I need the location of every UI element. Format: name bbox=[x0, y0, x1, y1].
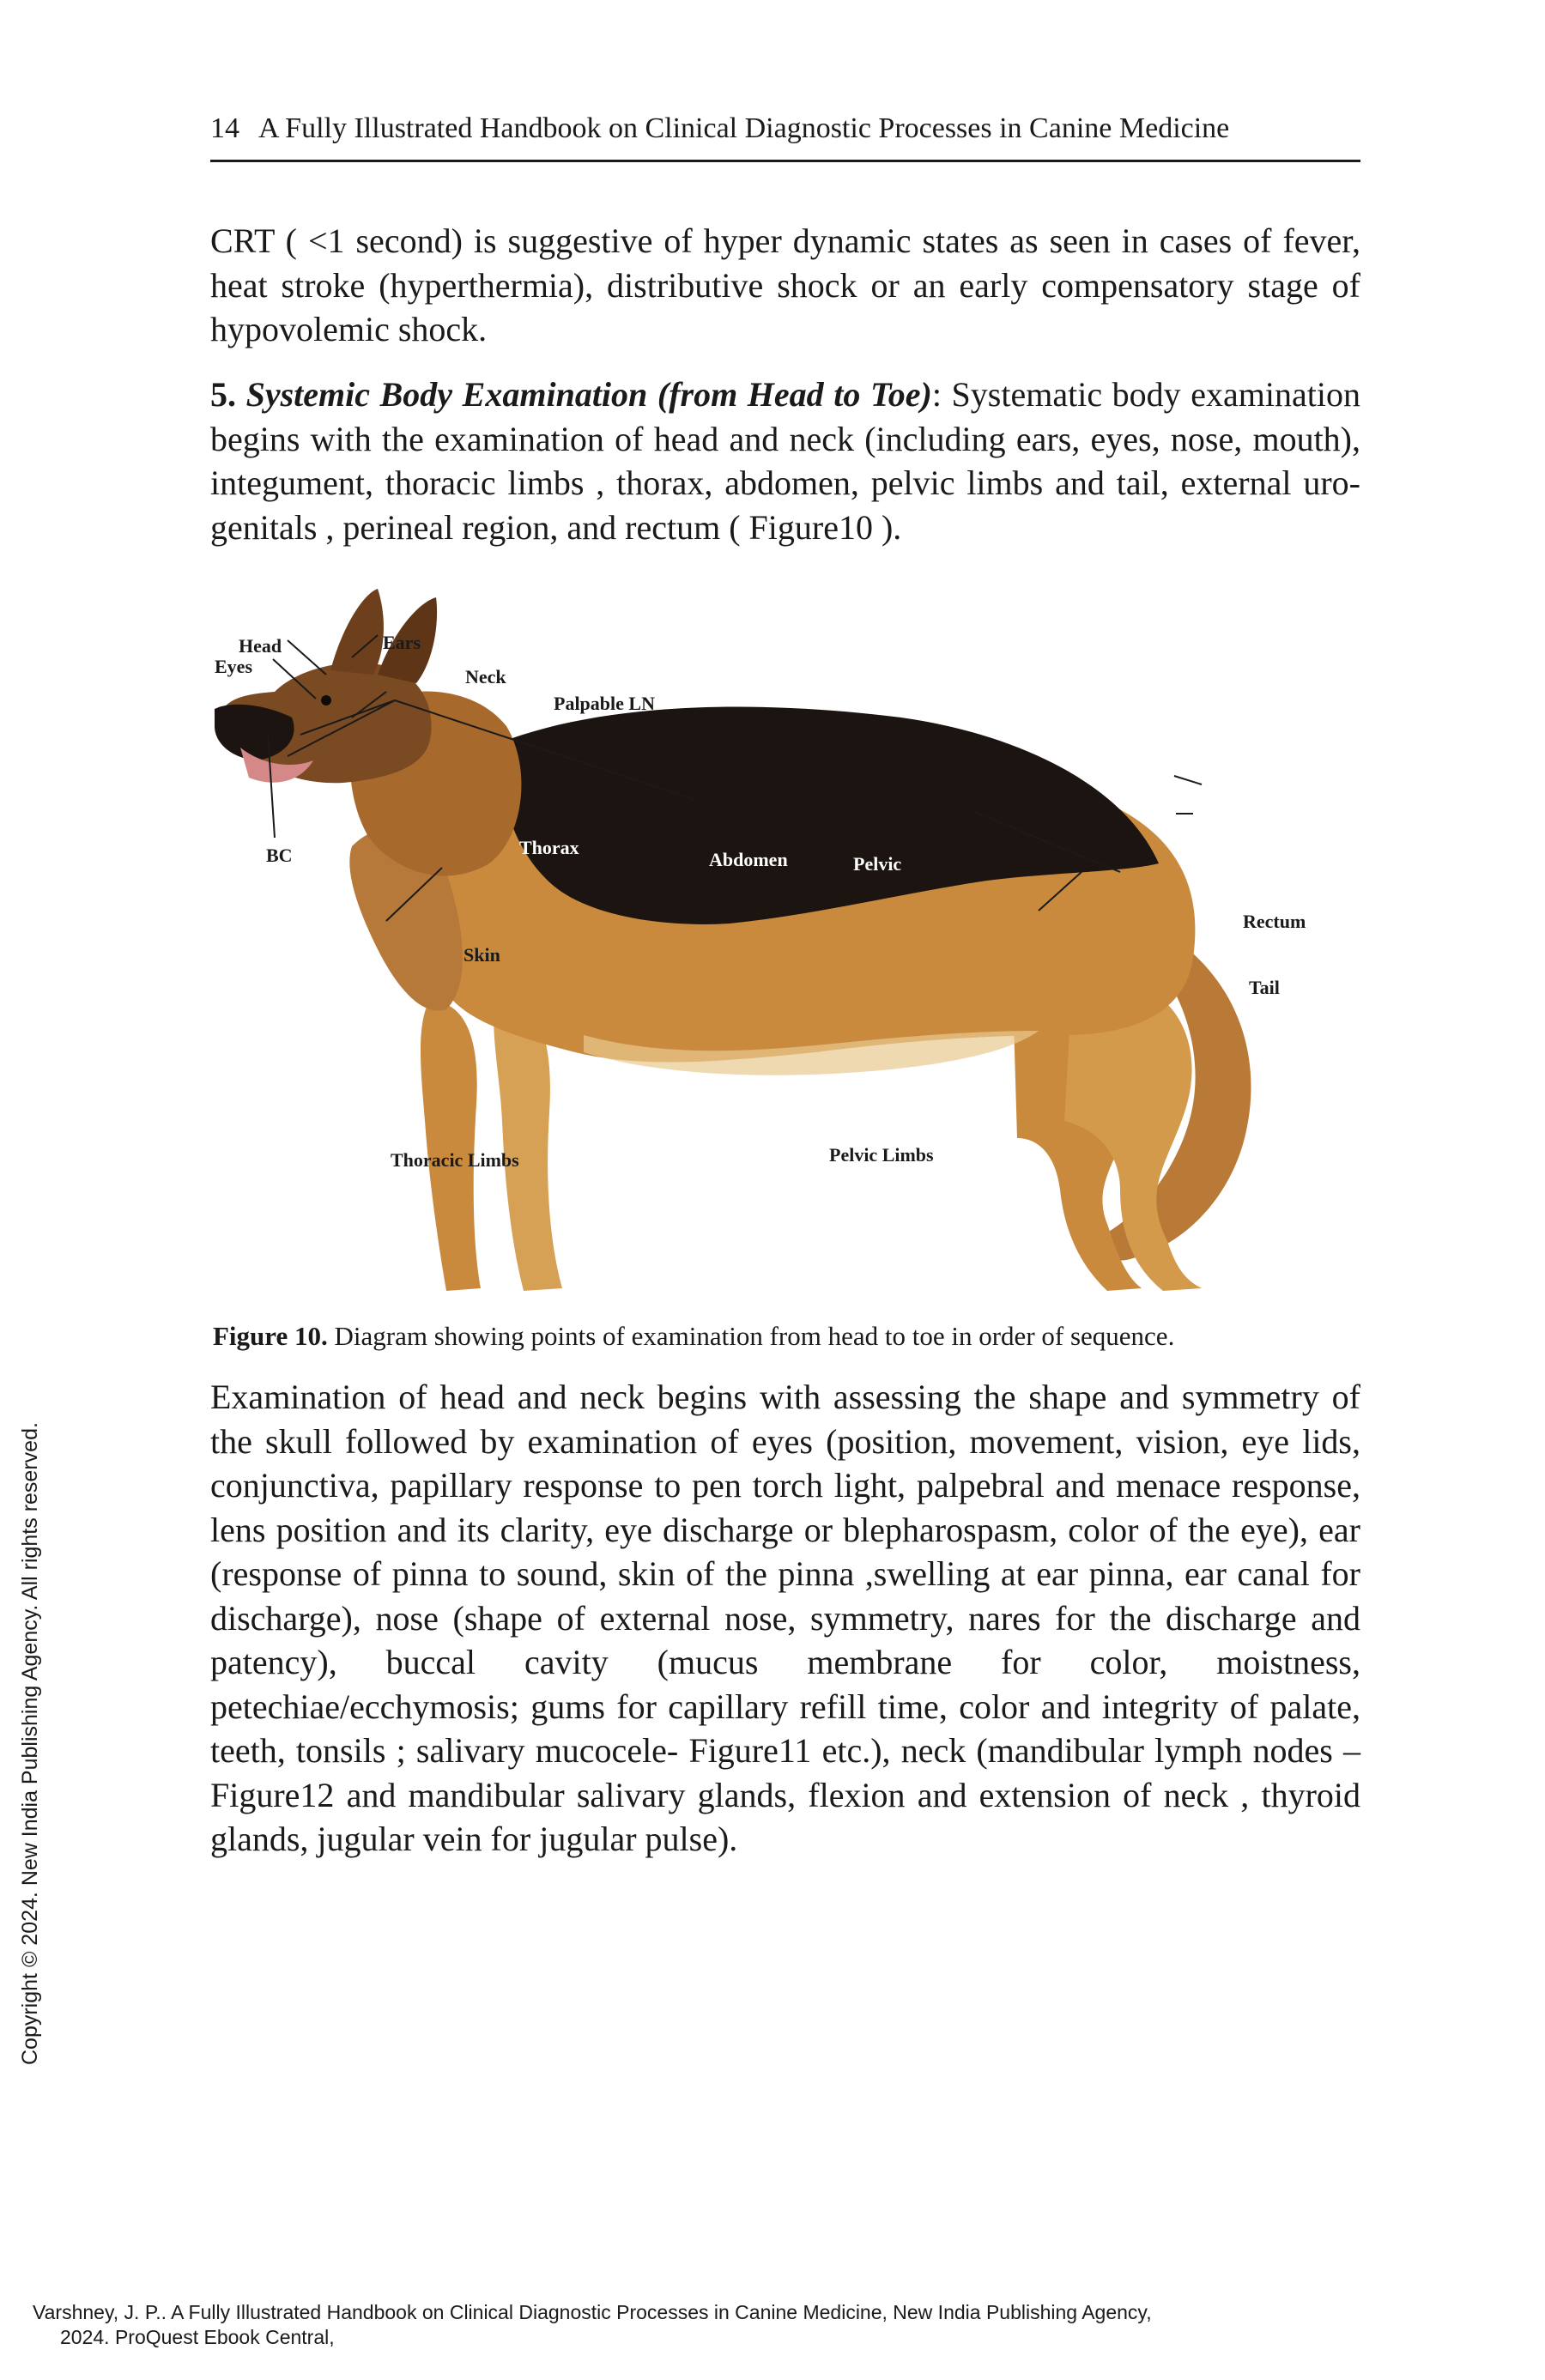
label-ears: Ears bbox=[383, 632, 421, 653]
header-rule bbox=[210, 160, 1360, 162]
section-heading: Systemic Body Examination (from Head to Toe) bbox=[245, 375, 932, 414]
label-palpable-ln: Palpable LN bbox=[554, 693, 655, 714]
label-rectum: Rectum bbox=[1243, 911, 1306, 932]
figure-caption bbox=[213, 1319, 1363, 1354]
dog-ear-left bbox=[330, 589, 384, 675]
label-pelvic: Pelvic bbox=[853, 853, 902, 875]
citation-line-1: Varshney, J. P.. A Fully Illustrated Handbook on Clinical Diagnostic Processes in Canine Medicine, New India Publishing Agency, bbox=[33, 2301, 1152, 2323]
paragraph-head-neck: Examination of head and neck begins with assessing the shape and symmetry of the skull followed by examination of eyes (position, movement, vision, eye lids, conjunctiva, papillary response to pen torch light, palpebral and menace response, lens position and its clarity, eye discharge or blepharospasm, color of the eye), ear (response of pinna to sound, skin of the pinna ,swelling at ear pinna, ear canal for discharge), nose (shape of external nose, symmetry, nares for the discharge and patency), buccal cavity (mucus membrane for color, moistness, petechiae/ecchymosis; gums for capillary refill time, color and integrity of palate, teeth, tonsils ; salivary mucocele- Figure11 etc.), neck (mandibular lymph nodes –Figure12 and mandibular salivary glands, flexion and extension of neck , thyroid glands, jugular vein for jugular pulse). bbox=[210, 1378, 1360, 1858]
label-thoracic-limbs: Thoracic Limbs bbox=[391, 1149, 519, 1171]
label-pelvic-limbs: Pelvic Limbs bbox=[829, 1144, 934, 1166]
running-header bbox=[210, 110, 1360, 148]
copyright-sidebar: Copyright © 2024. New India Publishing Agency. All rights reserved. bbox=[18, 1422, 42, 2065]
book-title: A Fully Illustrated Handbook on Clinical Diagnostic Processes in Canine Medicine bbox=[258, 112, 1230, 144]
dog-examination-figure bbox=[215, 589, 1356, 1301]
section-colon: : bbox=[931, 375, 942, 414]
paragraph-crt: CRT ( <1 second) is suggestive of hyper dynamic states as seen in cases of fever, heat stroke (hyperthermia), distributive shock or an early compensatory stage of hypovolemic shock. bbox=[210, 221, 1360, 348]
label-neck: Neck bbox=[465, 666, 506, 687]
label-head: Head bbox=[239, 635, 282, 657]
caption-text: Diagram showing points of examination from head to toe in order of sequence. bbox=[327, 1321, 1175, 1351]
label-bc: BC bbox=[266, 845, 293, 866]
citation-line-2: 2024. ProQuest Ebook Central, bbox=[60, 2326, 335, 2348]
dog-illustration bbox=[215, 589, 1356, 1301]
label-eyes: Eyes bbox=[215, 656, 252, 677]
label-skin: Skin bbox=[464, 944, 500, 966]
section-number: 5. bbox=[210, 375, 236, 414]
section-text: Systematic body examination begins with the examination of head and neck (including ears, eyes, nose, mouth), integument, thoracic limbs , thorax, abdomen, pelvic limbs and tail, external uro-genitals , perineal region, and rectum ( Figure10 ). bbox=[210, 375, 1360, 547]
label-thorax: Thorax bbox=[519, 837, 579, 858]
caption-label: Figure 10. bbox=[213, 1321, 328, 1351]
paragraph-section-5 bbox=[210, 372, 1360, 549]
label-tail: Tail bbox=[1249, 977, 1280, 998]
dog-front-leg bbox=[421, 1001, 481, 1291]
page-number: 14 bbox=[210, 112, 239, 144]
pointer-head bbox=[288, 640, 326, 675]
label-abdomen: Abdomen bbox=[709, 849, 788, 870]
dog-eye bbox=[321, 695, 331, 706]
dog-silhouette bbox=[215, 589, 1251, 1291]
pointer-rectum bbox=[1174, 776, 1202, 784]
citation-footer bbox=[33, 2300, 1509, 2350]
